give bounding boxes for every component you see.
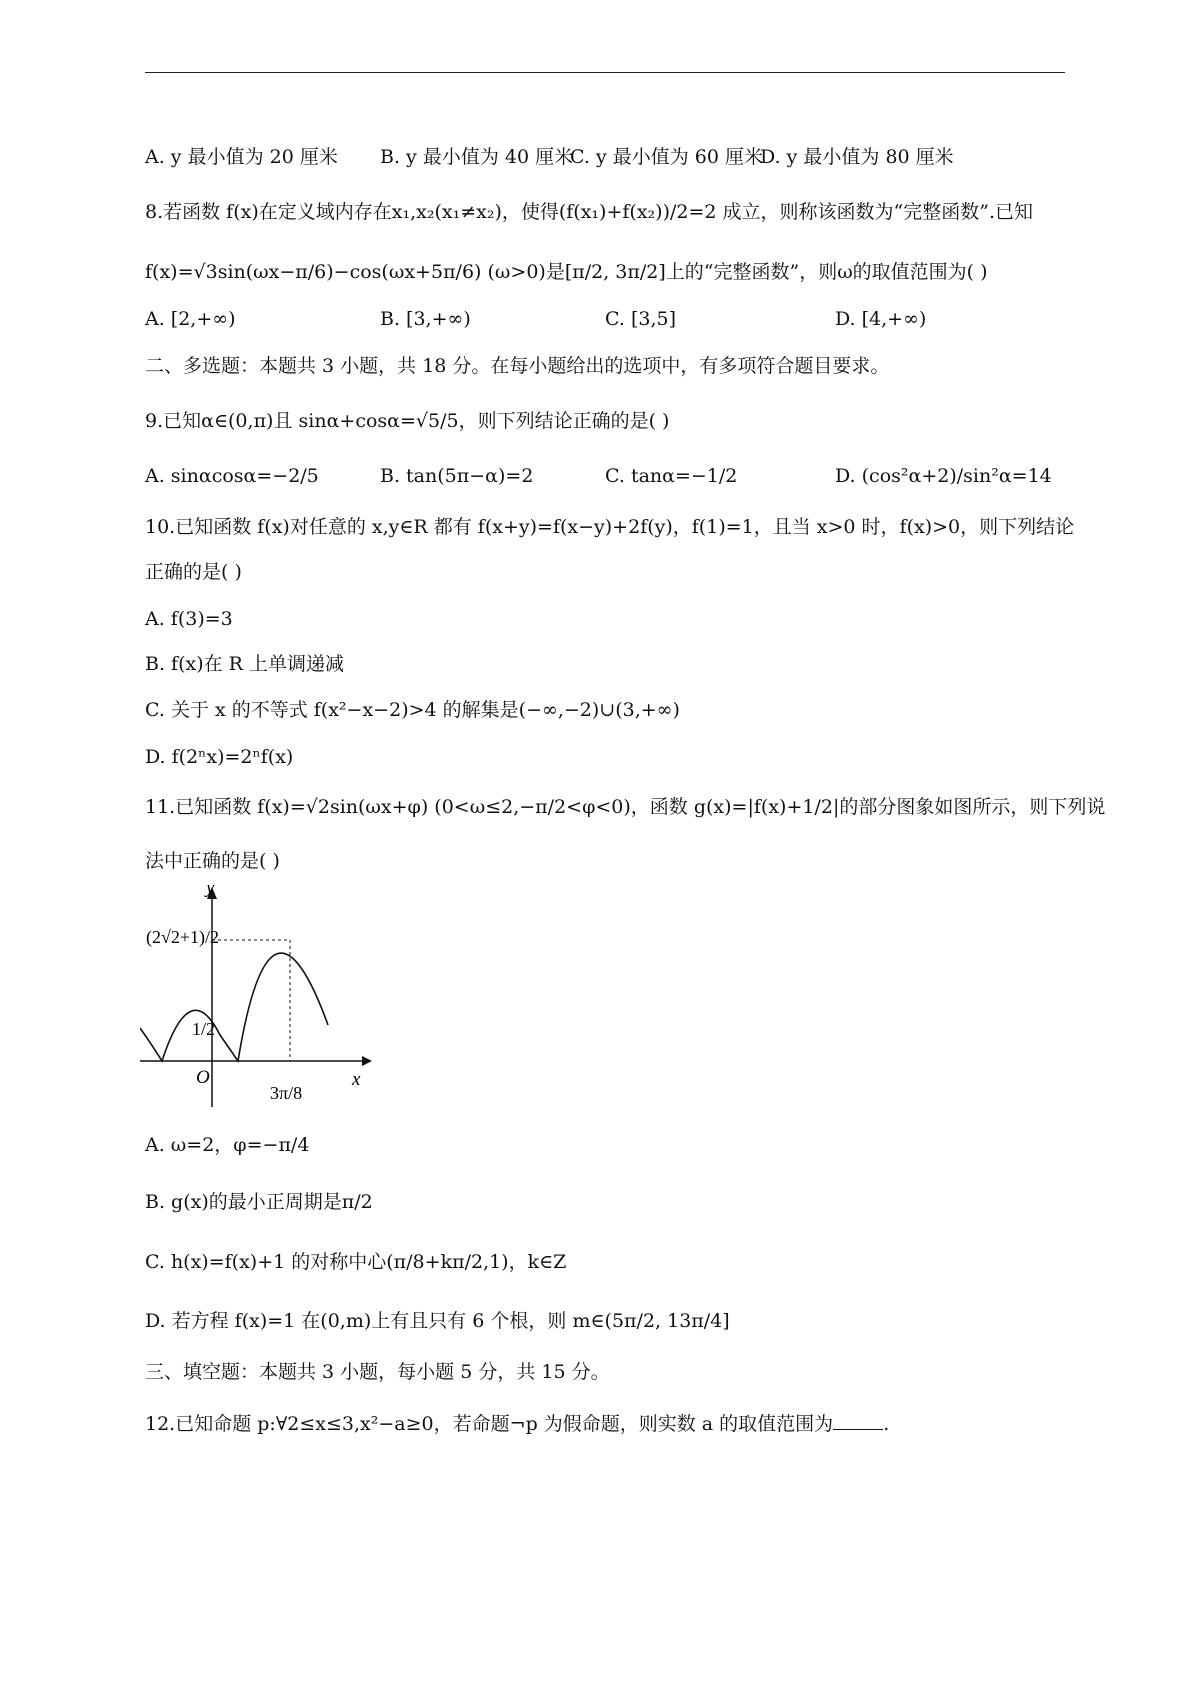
q12-stem: 12.已知命题 p:∀2≤x≤3,x²−a≥0，若命题¬p 为假命题，则实数 a 的取值范围为 <box>145 1413 834 1435</box>
q7-option-b[interactable]: B. y 最小值为 40 厘米 <box>380 146 574 168</box>
q12-stem-line <box>145 1415 889 1434</box>
q11-stem-line2: 法中正确的是( ) <box>145 850 280 872</box>
q8-option-a[interactable]: A. [2,+∞) <box>145 308 236 330</box>
header-rule <box>145 72 1065 73</box>
q11-option-b[interactable]: B. g(x)的最小正周期是π/2 <box>145 1191 373 1213</box>
q11-function-graph <box>140 885 380 1115</box>
q8-stem-line1: 8.若函数 f(x)在定义域内存在x₁,x₂(x₁≠x₂)，使得(f(x₁)+f(x₂))/2=2 成立，则称该函数为“完整函数”.已知 <box>145 201 1033 223</box>
y-max-label: (2√2+1)/2 <box>146 927 220 947</box>
q10-stem-line2: 正确的是( ) <box>145 561 242 583</box>
q12-answer-blank[interactable] <box>833 1415 883 1430</box>
q11-stem-line1: 11.已知函数 f(x)=√2sin(ωx+φ) (0<ω≤2,−π/2<φ<0)，函数 g(x)=|f(x)+1/2|的部分图象如图所示，则下列说 <box>145 796 1106 818</box>
y-axis-label: y <box>206 885 215 898</box>
q11-option-d[interactable]: D. 若方程 f(x)=1 在(0,m)上有且只有 6 个根，则 m∈(5π/2, 13π/4] <box>145 1310 730 1332</box>
section-3-heading: 三、填空题：本题共 3 小题，每小题 5 分，共 15 分。 <box>145 1361 610 1383</box>
q8-option-c[interactable]: C. [3,5] <box>605 308 676 330</box>
q10-stem-line1: 10.已知函数 f(x)对任意的 x,y∈R 都有 f(x+y)=f(x−y)+2f(y)，f(1)=1，且当 x>0 时，f(x)>0，则下列结论 <box>145 516 1075 538</box>
q7-option-d[interactable]: D. y 最小值为 80 厘米 <box>760 146 954 168</box>
q8-option-d[interactable]: D. [4,+∞) <box>835 308 927 330</box>
q10-option-d[interactable]: D. f(2ⁿx)=2ⁿf(x) <box>145 746 294 768</box>
q11-option-c[interactable]: C. h(x)=f(x)+1 的对称中心(π/8+kπ/2,1)，k∈Z <box>145 1251 567 1273</box>
q10-option-a[interactable]: A. f(3)=3 <box>145 608 233 630</box>
q9-stem: 9.已知α∈(0,π)且 sinα+cosα=√5/5，则下列结论正确的是( ) <box>145 410 670 432</box>
q10-option-c[interactable]: C. 关于 x 的不等式 f(x²−x−2)>4 的解集是(−∞,−2)∪(3,+∞) <box>145 699 680 721</box>
origin-label: O <box>196 1067 210 1088</box>
q9-option-b[interactable]: B. tan(5π−α)=2 <box>380 465 534 487</box>
x-tick-label: 3π/8 <box>270 1083 303 1103</box>
q11-option-a[interactable]: A. ω=2，φ=−π/4 <box>145 1134 310 1156</box>
x-axis-label: x <box>352 1069 361 1090</box>
q7-option-a[interactable]: A. y 最小值为 20 厘米 <box>145 146 338 168</box>
x-axis-arrow-icon <box>362 1056 372 1066</box>
y-half-label: 1/2 <box>192 1019 216 1039</box>
q9-option-d[interactable]: D. (cos²α+2)/sin²α=14 <box>835 465 1052 487</box>
q8-stem-line2: f(x)=√3sin(ωx−π/6)−cos(ωx+5π/6) (ω>0)是[π/2, 3π/2]上的“完整函数”，则ω的取值范围为( ) <box>145 261 988 283</box>
q7-option-c[interactable]: C. y 最小值为 60 厘米 <box>570 146 763 168</box>
section-2-heading: 二、多选题：本题共 3 小题，共 18 分。在每小题给出的选项中，有多项符合题目要求。 <box>145 355 890 377</box>
q12-tail: . <box>883 1413 890 1435</box>
q8-option-b[interactable]: B. [3,+∞) <box>380 308 471 330</box>
q9-option-a[interactable]: A. sinαcosα=−2/5 <box>145 465 319 487</box>
q9-option-c[interactable]: C. tanα=−1/2 <box>605 465 738 487</box>
g-curve <box>140 953 328 1061</box>
q10-option-b[interactable]: B. f(x)在 R 上单调递减 <box>145 653 344 675</box>
